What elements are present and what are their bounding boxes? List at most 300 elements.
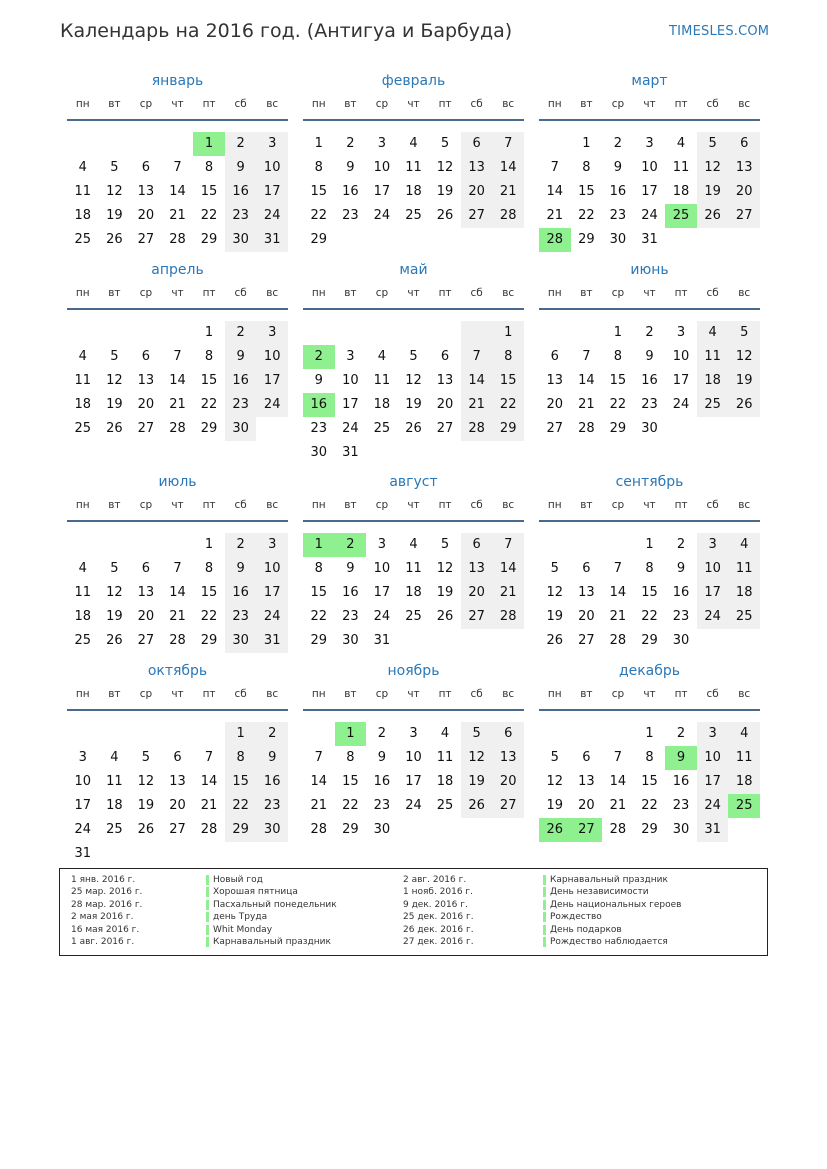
day-cell: 5 <box>409 349 418 364</box>
weekday-header: пт <box>674 688 688 700</box>
day-cell: 3 <box>676 325 686 340</box>
day-cell: 18 <box>74 208 92 223</box>
weekday-header: ср <box>375 287 389 299</box>
day-cell: 6 <box>492 722 524 746</box>
day-cell: 21 <box>609 609 627 624</box>
day-cell: 19 <box>546 609 564 624</box>
day-cell: 15 <box>641 585 658 600</box>
day-cell: 17 <box>672 373 690 388</box>
weekday-header: чт <box>407 499 420 511</box>
day-cell: 8 <box>346 750 355 765</box>
day-cell: 4 <box>697 321 729 345</box>
day-cell: 28 <box>461 417 493 441</box>
day-cell: 30 <box>256 818 288 842</box>
day-cell: 28 <box>169 232 186 247</box>
weekday-header: вт <box>344 499 357 511</box>
day-cell: 9 <box>314 373 323 388</box>
month-name: сентябрь <box>615 474 684 490</box>
day-cell: 27 <box>169 822 186 837</box>
day-cell: 25 <box>106 822 123 837</box>
day-cell: 21 <box>461 393 493 417</box>
day-cell: 22 <box>578 208 595 223</box>
weekday-header: пт <box>202 98 216 110</box>
day-cell: 6 <box>141 160 151 175</box>
day-cell: 23 <box>672 798 690 813</box>
day-cell: 13 <box>461 156 493 180</box>
day-cell: 17 <box>342 397 359 412</box>
day-cell: 6 <box>582 750 591 765</box>
day-cell: 20 <box>578 609 595 624</box>
day-cell: 9 <box>225 345 257 369</box>
legend-holiday-marker <box>206 925 209 935</box>
day-cell: 17 <box>641 184 658 199</box>
day-cell: 16 <box>373 774 391 789</box>
day-cell: 21 <box>609 798 627 813</box>
day-cell: 26 <box>546 633 564 648</box>
legend-holiday-marker <box>206 900 209 910</box>
day-cell: 8 <box>613 349 623 364</box>
day-cell: 2 <box>676 537 686 552</box>
weekday-header: вт <box>108 287 121 299</box>
day-cell: 8 <box>492 345 524 369</box>
day-cell: 24 <box>405 798 422 813</box>
day-cell: 18 <box>728 770 760 794</box>
day-cell: 23 <box>310 421 328 436</box>
day-cell: 12 <box>405 373 422 388</box>
day-cell: 8 <box>314 160 323 175</box>
day-cell: 27 <box>137 232 155 247</box>
weekday-header: пн <box>311 98 326 110</box>
day-cell: 12 <box>546 774 564 789</box>
day-cell: 22 <box>200 609 218 624</box>
day-cell: 19 <box>137 798 155 813</box>
legend-holiday-marker <box>206 937 209 947</box>
day-cell: 24 <box>697 605 729 629</box>
day-cell: 3 <box>256 321 288 345</box>
weekday-header: сб <box>706 287 719 299</box>
day-cell: 18 <box>436 774 454 789</box>
day-cell: 26 <box>106 633 123 648</box>
day-cell: 30 <box>342 633 359 648</box>
day-cell: 12 <box>728 345 760 369</box>
day-cell: 12 <box>106 184 123 199</box>
day-cell: 31 <box>256 629 288 653</box>
legend-holiday-name: Рождество наблюдается <box>550 937 668 947</box>
day-cell: 13 <box>137 184 155 199</box>
day-cell: 15 <box>200 585 218 600</box>
holiday-day-cell: 2 <box>335 533 367 557</box>
day-cell: 13 <box>436 373 454 388</box>
day-cell: 9 <box>346 561 355 576</box>
day-cell: 14 <box>609 774 627 789</box>
day-cell: 10 <box>74 774 92 789</box>
day-cell: 19 <box>436 184 454 199</box>
day-cell: 26 <box>405 421 422 436</box>
day-cell: 15 <box>310 585 328 600</box>
day-cell: 11 <box>697 345 729 369</box>
month-name: октябрь <box>147 663 208 679</box>
weekday-header: пт <box>202 688 216 700</box>
day-cell: 11 <box>728 557 760 581</box>
day-cell: 20 <box>492 770 524 794</box>
weekday-header: ср <box>139 688 153 700</box>
day-cell: 19 <box>106 397 123 412</box>
weekday-header: сб <box>470 287 483 299</box>
day-cell: 2 <box>346 136 355 151</box>
legend-date: 27 дек. 2016 г. <box>403 937 474 947</box>
weekday-header: вс <box>738 688 751 700</box>
day-cell: 24 <box>256 393 288 417</box>
day-cell: 16 <box>609 184 627 199</box>
day-cell: 25 <box>373 421 391 436</box>
day-cell: 19 <box>546 798 564 813</box>
weekday-header: пн <box>75 98 90 110</box>
day-cell: 15 <box>200 373 218 388</box>
weekday-header: сб <box>706 499 719 511</box>
weekday-header: чт <box>171 98 184 110</box>
day-cell: 24 <box>373 208 391 223</box>
day-cell: 23 <box>609 208 627 223</box>
day-cell: 16 <box>672 774 690 789</box>
day-cell: 4 <box>728 722 760 746</box>
weekday-header: сб <box>234 688 247 700</box>
weekday-header: пт <box>438 98 452 110</box>
month-name: август <box>389 474 438 490</box>
day-cell: 27 <box>546 421 564 436</box>
day-cell: 14 <box>546 184 564 199</box>
day-cell: 7 <box>173 160 182 175</box>
day-cell: 28 <box>609 822 627 837</box>
weekday-header: ср <box>611 287 625 299</box>
day-cell: 30 <box>225 629 257 653</box>
day-cell: 7 <box>204 750 214 765</box>
day-cell: 19 <box>461 770 493 794</box>
day-cell: 8 <box>204 160 214 175</box>
day-cell: 3 <box>377 537 387 552</box>
day-cell: 7 <box>613 750 623 765</box>
legend-holiday-marker <box>543 887 546 897</box>
brand-link[interactable]: TIMESLES.COM <box>669 24 770 39</box>
day-cell: 28 <box>578 421 595 436</box>
day-cell: 15 <box>342 774 359 789</box>
weekday-header: ср <box>611 688 625 700</box>
day-cell: 15 <box>225 770 257 794</box>
day-cell: 30 <box>310 445 328 460</box>
day-cell: 13 <box>578 774 595 789</box>
weekday-header: чт <box>643 688 656 700</box>
day-cell: 20 <box>728 180 760 204</box>
day-cell: 4 <box>440 726 450 741</box>
day-cell: 31 <box>373 633 391 648</box>
month-name: апрель <box>151 262 204 278</box>
day-cell: 3 <box>377 136 387 151</box>
day-cell: 25 <box>728 605 760 629</box>
day-cell: 22 <box>310 609 328 624</box>
day-cell: 9 <box>225 156 257 180</box>
day-cell: 8 <box>204 561 214 576</box>
holiday-day-cell: 26 <box>539 818 571 842</box>
day-cell: 19 <box>436 585 454 600</box>
day-cell: 6 <box>461 533 493 557</box>
day-cell: 4 <box>409 537 418 552</box>
day-cell: 8 <box>314 561 323 576</box>
day-cell: 23 <box>373 798 391 813</box>
day-cell: 7 <box>173 561 182 576</box>
day-cell: 4 <box>78 561 87 576</box>
day-cell: 15 <box>641 774 658 789</box>
weekday-header: вс <box>738 98 751 110</box>
day-cell: 1 <box>645 537 654 552</box>
day-cell: 3 <box>409 726 418 741</box>
day-cell: 28 <box>310 822 328 837</box>
day-cell: 10 <box>256 345 288 369</box>
weekday-header: вс <box>266 98 279 110</box>
day-cell: 30 <box>225 417 257 441</box>
day-cell: 27 <box>137 633 155 648</box>
day-cell: 5 <box>550 561 559 576</box>
day-cell: 1 <box>582 136 591 151</box>
day-cell: 11 <box>672 160 690 175</box>
weekday-header: чт <box>407 287 420 299</box>
weekday-header: пн <box>75 499 90 511</box>
legend-date: 2 авг. 2016 г. <box>403 875 467 885</box>
day-cell: 18 <box>697 369 729 393</box>
day-cell: 5 <box>110 349 119 364</box>
day-cell: 26 <box>137 822 155 837</box>
weekday-header: сб <box>470 499 483 511</box>
day-cell: 16 <box>342 184 359 199</box>
day-cell: 8 <box>645 750 654 765</box>
weekday-header: чт <box>643 98 656 110</box>
day-cell: 24 <box>697 794 729 818</box>
day-cell: 24 <box>641 208 658 223</box>
day-cell: 10 <box>256 557 288 581</box>
weekday-header: сб <box>706 98 719 110</box>
day-cell: 13 <box>578 585 595 600</box>
weekday-header: ср <box>375 98 389 110</box>
weekday-header: пн <box>311 688 326 700</box>
day-cell: 26 <box>436 609 454 624</box>
legend-holiday-marker <box>543 937 546 947</box>
day-cell: 2 <box>256 722 288 746</box>
day-cell: 5 <box>697 132 729 156</box>
day-cell: 21 <box>578 397 595 412</box>
holiday-day-cell: 1 <box>193 132 225 156</box>
legend-holiday-name: Карнавальный праздник <box>213 937 331 947</box>
weekday-header: ср <box>139 499 153 511</box>
day-cell: 29 <box>200 633 218 648</box>
day-cell: 7 <box>613 561 623 576</box>
month-name: ноябрь <box>387 663 440 679</box>
day-cell: 21 <box>169 208 186 223</box>
holiday-day-cell: 25 <box>665 204 697 228</box>
day-cell: 29 <box>492 417 524 441</box>
legend-date: 28 мар. 2016 г. <box>71 899 143 910</box>
day-cell: 27 <box>461 204 493 228</box>
day-cell: 14 <box>200 774 218 789</box>
day-cell: 11 <box>106 774 123 789</box>
day-cell: 28 <box>492 605 524 629</box>
weekday-header: ср <box>375 499 389 511</box>
day-cell: 9 <box>645 349 654 364</box>
day-cell: 18 <box>405 184 422 199</box>
day-cell: 24 <box>74 822 92 837</box>
day-cell: 18 <box>74 397 92 412</box>
day-cell: 29 <box>310 633 328 648</box>
weekday-header: пн <box>547 287 562 299</box>
day-cell: 30 <box>225 228 257 252</box>
legend-holiday-marker <box>543 875 546 885</box>
day-cell: 14 <box>609 585 627 600</box>
holiday-day-cell: 25 <box>728 794 760 818</box>
legend-holiday-name: Карнавальный праздник <box>550 875 668 885</box>
day-cell: 17 <box>697 581 729 605</box>
day-cell: 12 <box>461 746 493 770</box>
day-cell: 29 <box>641 822 658 837</box>
day-cell: 13 <box>169 774 186 789</box>
weekend-pad <box>461 321 493 345</box>
day-cell: 4 <box>676 136 686 151</box>
weekday-header: сб <box>470 98 483 110</box>
holiday-day-cell: 28 <box>539 228 571 252</box>
day-cell: 29 <box>200 232 218 247</box>
day-cell: 20 <box>546 397 564 412</box>
day-cell: 29 <box>342 822 359 837</box>
weekday-header: вс <box>502 688 515 700</box>
weekday-header: пн <box>75 688 90 700</box>
day-cell: 29 <box>609 421 627 436</box>
weekday-header: вс <box>738 499 751 511</box>
weekday-header: чт <box>643 499 656 511</box>
month-divider <box>303 308 524 310</box>
day-cell: 1 <box>492 321 524 345</box>
day-cell: 27 <box>728 204 760 228</box>
day-cell: 9 <box>377 750 387 765</box>
day-cell: 1 <box>204 537 214 552</box>
day-cell: 13 <box>461 557 493 581</box>
day-cell: 9 <box>613 160 623 175</box>
weekday-header: вт <box>108 98 121 110</box>
day-cell: 14 <box>169 184 186 199</box>
weekday-header: пн <box>547 688 562 700</box>
day-cell: 3 <box>256 132 288 156</box>
legend-date: 26 дек. 2016 г. <box>403 924 474 935</box>
day-cell: 23 <box>256 794 288 818</box>
day-cell: 8 <box>582 160 591 175</box>
day-cell: 3 <box>645 136 654 151</box>
day-cell: 28 <box>169 633 186 648</box>
weekday-header: пт <box>202 499 216 511</box>
legend-holiday-marker <box>543 900 546 910</box>
day-cell: 18 <box>106 798 123 813</box>
day-cell: 10 <box>342 373 359 388</box>
day-cell: 29 <box>641 633 658 648</box>
month-name: июль <box>158 474 197 490</box>
legend-date: 9 дек. 2016 г. <box>403 899 468 910</box>
day-cell: 5 <box>728 321 760 345</box>
day-cell: 8 <box>225 746 257 770</box>
legend-date: 1 нояб. 2016 г. <box>403 887 474 898</box>
month-name: февраль <box>381 73 446 89</box>
legend-holiday-name: Whit Monday <box>213 924 273 935</box>
weekday-header: пн <box>75 287 90 299</box>
day-cell: 14 <box>578 373 595 388</box>
month-divider <box>539 119 760 121</box>
day-cell: 11 <box>436 750 454 765</box>
day-cell: 23 <box>342 208 359 223</box>
day-cell: 29 <box>200 421 218 436</box>
day-cell: 10 <box>373 160 391 175</box>
day-cell: 16 <box>641 373 658 388</box>
day-cell: 22 <box>310 208 328 223</box>
day-cell: 7 <box>582 349 591 364</box>
day-cell: 20 <box>578 798 595 813</box>
weekday-header: вс <box>266 688 279 700</box>
holiday-day-cell: 27 <box>571 818 603 842</box>
day-cell: 14 <box>461 369 493 393</box>
weekday-header: чт <box>643 287 656 299</box>
day-cell: 5 <box>110 160 119 175</box>
day-cell: 20 <box>169 798 186 813</box>
legend-holiday-name: День независимости <box>550 887 649 898</box>
day-cell: 9 <box>676 561 686 576</box>
day-cell: 13 <box>492 746 524 770</box>
day-cell: 30 <box>609 232 627 247</box>
day-cell: 23 <box>672 609 690 624</box>
day-cell: 15 <box>492 369 524 393</box>
day-cell: 20 <box>461 180 493 204</box>
legend-date: 25 дек. 2016 г. <box>403 912 474 923</box>
day-cell: 22 <box>200 397 218 412</box>
day-cell: 6 <box>173 750 182 765</box>
day-cell: 3 <box>256 533 288 557</box>
day-cell: 18 <box>373 397 391 412</box>
day-cell: 11 <box>74 184 92 199</box>
weekday-header: пт <box>674 98 688 110</box>
month-divider <box>67 119 288 121</box>
day-cell: 14 <box>169 585 186 600</box>
month-divider <box>303 709 524 711</box>
weekday-header: вс <box>502 499 515 511</box>
day-cell: 6 <box>550 349 559 364</box>
day-cell: 20 <box>137 397 155 412</box>
legend-date: 25 мар. 2016 г. <box>71 887 143 898</box>
day-cell: 12 <box>137 774 155 789</box>
day-cell: 28 <box>492 204 524 228</box>
day-cell: 11 <box>405 561 422 576</box>
legend-holiday-name: День национальных героев <box>550 899 682 910</box>
day-cell: 25 <box>74 421 92 436</box>
weekday-header: вт <box>344 98 357 110</box>
month-divider <box>539 520 760 522</box>
day-cell: 16 <box>256 770 288 794</box>
day-cell: 17 <box>256 180 288 204</box>
legend-holiday-name: Новый год <box>213 875 263 885</box>
day-cell: 24 <box>373 609 391 624</box>
day-cell: 29 <box>310 232 328 247</box>
day-cell: 3 <box>346 349 355 364</box>
legend-date: 1 янв. 2016 г. <box>71 875 136 885</box>
legend-holiday-name: Пасхальный понедельник <box>213 899 337 910</box>
day-cell: 26 <box>106 232 123 247</box>
day-cell: 15 <box>578 184 595 199</box>
weekday-header: вт <box>344 287 357 299</box>
holiday-day-cell: 16 <box>303 393 335 417</box>
day-cell: 10 <box>672 349 690 364</box>
day-cell: 22 <box>342 798 359 813</box>
day-cell: 30 <box>672 822 690 837</box>
day-cell: 12 <box>546 585 564 600</box>
